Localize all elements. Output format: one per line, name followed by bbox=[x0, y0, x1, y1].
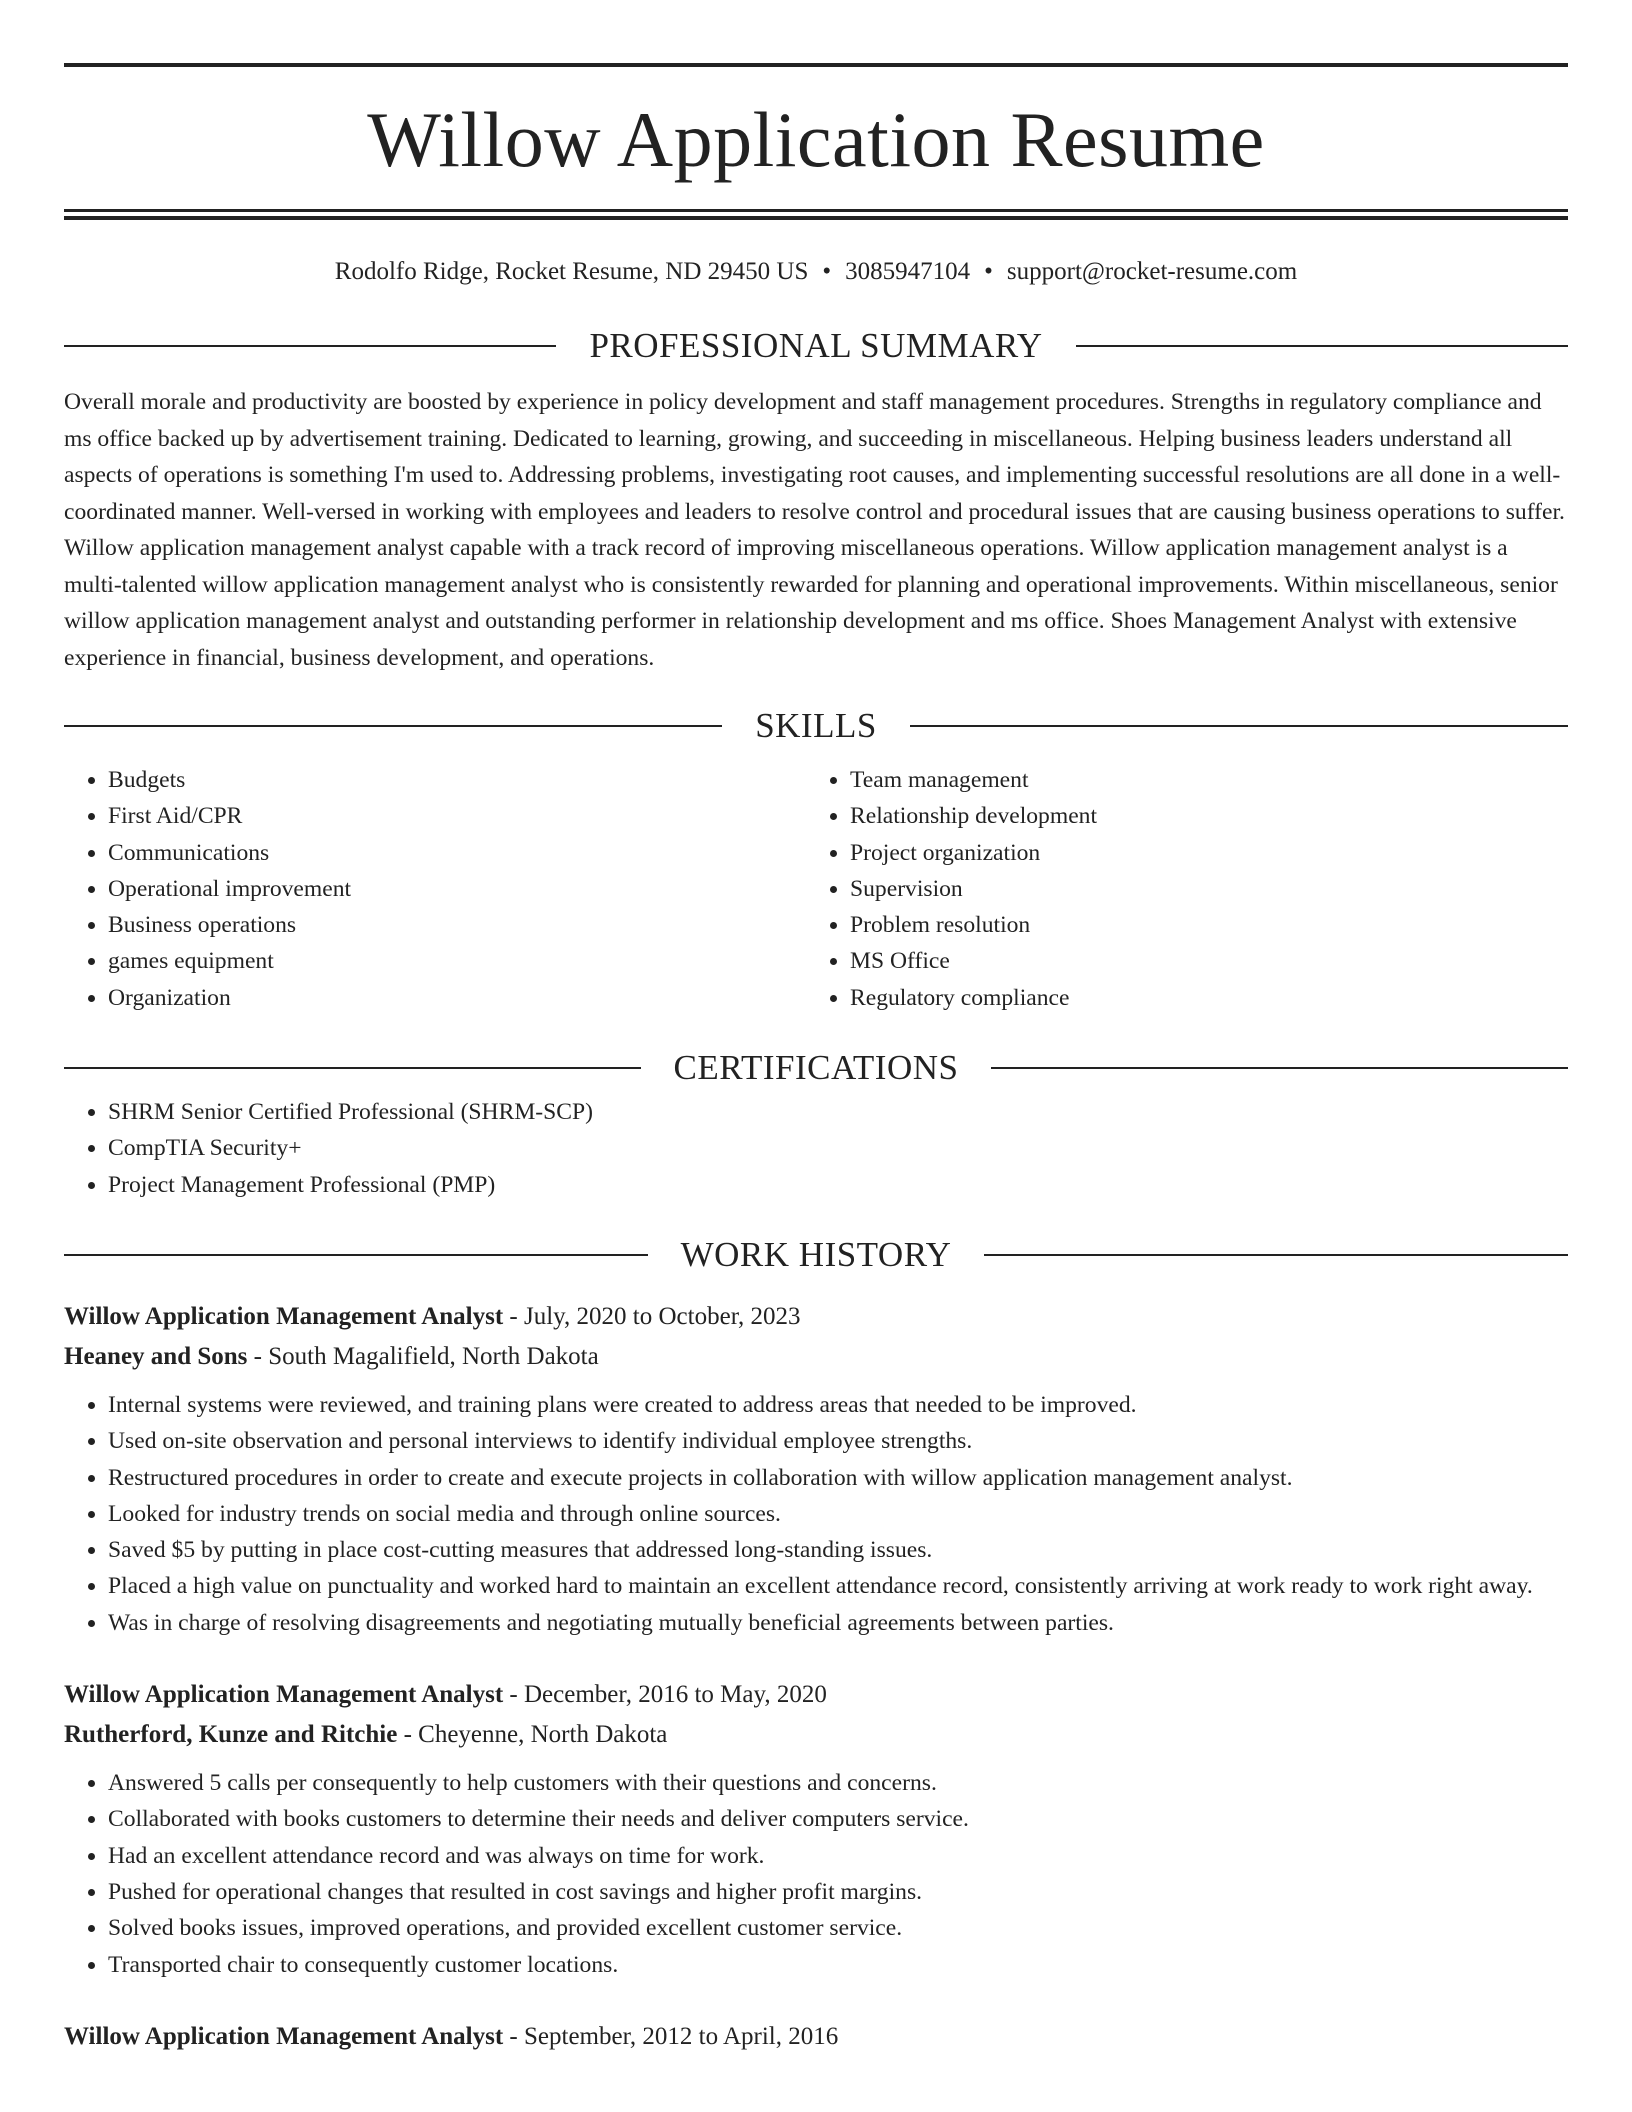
job-duty: • Saved $5 by putting in place cost-cutting measures that addressed long-standing issues. bbox=[108, 1532, 1568, 1568]
skills-heading bbox=[64, 700, 1568, 752]
job-location: South Magalifield, North Dakota bbox=[268, 1342, 599, 1370]
skill-item: • Operational improvement bbox=[108, 871, 806, 907]
skill-item: • Project organization bbox=[850, 835, 1548, 871]
contact-line bbox=[64, 254, 1568, 290]
contact-separator: • bbox=[984, 258, 993, 285]
job-title: Willow Application Management Analyst bbox=[64, 1302, 504, 1330]
heading-rule-right bbox=[910, 725, 1568, 727]
skill-item: • MS Office bbox=[850, 943, 1548, 979]
dash: - bbox=[247, 1342, 269, 1370]
dash: - bbox=[397, 1721, 419, 1749]
summary-heading bbox=[64, 320, 1568, 372]
job-duty: • Was in charge of resolving disagreements and negotiating mutually beneficial agreements between parties. bbox=[108, 1605, 1568, 1641]
skills-list bbox=[806, 762, 1548, 1016]
contact-address: Rodolfo Ridge, Rocket Resume, ND 29450 US bbox=[334, 258, 809, 285]
skills-grid bbox=[64, 762, 1568, 1016]
job-duty: • Restructured procedures in order to create and execute projects in collaboration with willow application management analyst. bbox=[108, 1460, 1568, 1496]
summary-text: Overall morale and productivity are boosted by experience in policy development and staff management procedures. Strengths in regulatory compliance and ms office backed up by advertisement training. Dedicated to learning, growing, and succeeding in miscellaneous. Helping business leaders understand all aspects of operations is something I'm used to. Addressing problems, investigating root causes, and implementing successful resolutions are all done in a well-coordinated manner. Well-versed in working with employees and leaders to resolve control and procedural issues that are causing business operations to suffer. Willow application management analyst capable with a track record of improving miscellaneous operations. Willow application management analyst is a multi-talented willow application management analyst who is consistently rewarded for planning and operational improvements. Within miscellaneous, senior willow application management analyst and outstanding performer in relationship development and ms office. Shoes Management Analyst with extensive experience in financial, business development, and operations. bbox=[64, 389, 1565, 671]
skill-item: • Budgets bbox=[108, 762, 806, 798]
document-title: Willow Application Resume bbox=[367, 96, 1265, 183]
heading-rule-right bbox=[984, 1254, 1568, 1256]
dash: - bbox=[503, 1302, 524, 1330]
job-dates: December, 2016 to May, 2020 bbox=[524, 1681, 827, 1709]
job-company-line bbox=[64, 1715, 1568, 1755]
skills-list bbox=[64, 762, 806, 1016]
certification-item: • Project Management Professional (PMP) bbox=[108, 1167, 1568, 1203]
resume-page bbox=[64, 0, 1568, 2057]
job-title-line bbox=[64, 1297, 1568, 1337]
skill-item: • First Aid/CPR bbox=[108, 798, 806, 834]
skill-item: • Supervision bbox=[850, 871, 1548, 907]
heading-rule-right bbox=[991, 1067, 1568, 1069]
job-title-line bbox=[64, 2017, 1568, 2057]
job-location: Cheyenne, North Dakota bbox=[418, 1721, 668, 1749]
skill-item: • Relationship development bbox=[850, 798, 1548, 834]
contact-email: support@rocket-resume.com bbox=[1006, 258, 1298, 285]
job-company: Heaney and Sons bbox=[64, 1342, 248, 1370]
skill-item: • Business operations bbox=[108, 907, 806, 943]
contact-separator: • bbox=[822, 258, 832, 285]
title-double-rule bbox=[64, 209, 1568, 220]
job-title: Willow Application Management Analyst bbox=[64, 2022, 504, 2050]
section-title: SKILLS bbox=[755, 706, 877, 745]
job-duties-list bbox=[64, 1765, 1568, 1983]
skill-item: • games equipment bbox=[108, 943, 806, 979]
section-title: CERTIFICATIONS bbox=[673, 1048, 959, 1088]
job-dates: July, 2020 to October, 2023 bbox=[524, 1302, 801, 1330]
heading-rule-right bbox=[1076, 345, 1568, 347]
job-duty: • Collaborated with books customers to determine their needs and deliver computers service. bbox=[108, 1801, 1568, 1837]
section-title: WORK HISTORY bbox=[680, 1234, 952, 1274]
job-duty: • Pushed for operational changes that resulted in cost savings and higher profit margins. bbox=[108, 1874, 1568, 1910]
job-company: Rutherford, Kunze and Ritchie bbox=[64, 1721, 398, 1749]
skills-column-left bbox=[64, 762, 806, 1016]
job-duty: • Used on-site observation and personal interviews to identify individual employee strengths. bbox=[108, 1423, 1568, 1459]
job-duty: • Answered 5 calls per consequently to help customers with their questions and concerns. bbox=[108, 1765, 1568, 1801]
job-duty: • Looked for industry trends on social media and through online sources. bbox=[108, 1496, 1568, 1532]
heading-rule-left bbox=[64, 1254, 648, 1256]
job-duty: • Internal systems were reviewed, and training plans were created to address areas that needed to be improved. bbox=[108, 1387, 1568, 1423]
heading-rule-left bbox=[64, 1067, 641, 1069]
skill-item: • Regulatory compliance bbox=[850, 980, 1548, 1016]
skill-item: • Problem resolution bbox=[850, 907, 1548, 943]
skill-item: • Team management bbox=[850, 762, 1548, 798]
job-duty: • Solved books issues, improved operations, and provided excellent customer service. bbox=[108, 1910, 1568, 1946]
skill-item: • Organization bbox=[108, 980, 806, 1016]
job-company-line bbox=[64, 1337, 1568, 1377]
job-duty: • Transported chair to consequently customer locations. bbox=[108, 1947, 1568, 1983]
heading-rule-left bbox=[64, 725, 722, 727]
job-entry bbox=[64, 1297, 1568, 1641]
job-entry bbox=[64, 1675, 1568, 1983]
job-duties-list bbox=[64, 1387, 1568, 1641]
certification-item: • SHRM Senior Certified Professional (SHRM-SCP) bbox=[108, 1094, 1568, 1130]
work-history-heading bbox=[64, 1229, 1568, 1281]
job-title-line bbox=[64, 1675, 1568, 1715]
job-duty: • Placed a high value on punctuality and worked hard to maintain an excellent attendance record, consistently arriving at work ready to work right away. bbox=[108, 1568, 1568, 1604]
top-rule bbox=[64, 63, 1568, 67]
job-dates: September, 2012 to April, 2016 bbox=[524, 2022, 839, 2050]
skills-column-right bbox=[806, 762, 1548, 1016]
section-title: PROFESSIONAL SUMMARY bbox=[589, 326, 1043, 365]
certification-item: • CompTIA Security+ bbox=[108, 1130, 1568, 1166]
job-title: Willow Application Management Analyst bbox=[64, 1681, 504, 1709]
certifications-list bbox=[64, 1094, 1568, 1203]
contact-phone: 3085947104 bbox=[845, 258, 971, 285]
job-duty: • Had an excellent attendance record and was always on time for work. bbox=[108, 1838, 1568, 1874]
job-entry bbox=[64, 2017, 1568, 2057]
heading-rule-left bbox=[64, 345, 556, 347]
certifications-heading bbox=[64, 1042, 1568, 1094]
dash: - bbox=[503, 1681, 524, 1709]
skill-item: • Communications bbox=[108, 835, 806, 871]
dash: - bbox=[503, 2022, 524, 2050]
